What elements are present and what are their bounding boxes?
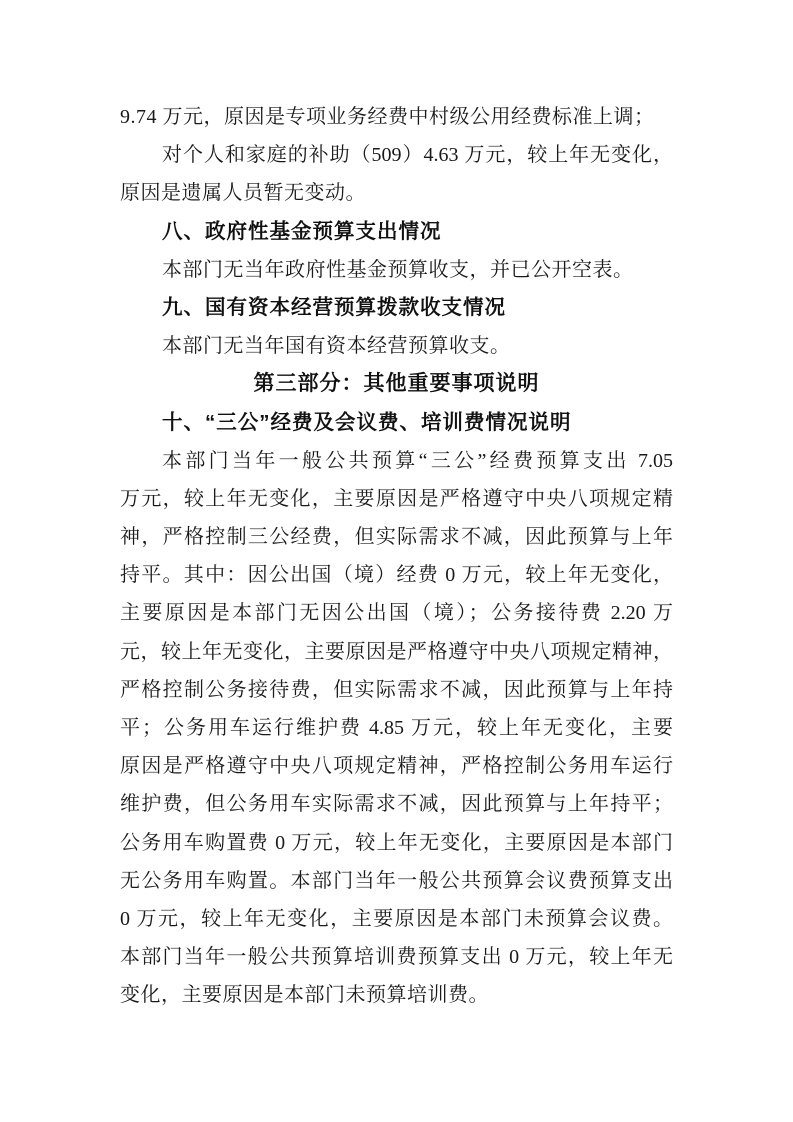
heading-section-9-state-capital-budget: 九、国有资本经营预算拨款收支情况 (162, 295, 506, 319)
heading-section-10-three-public-expenses: 十、“三公”经费及会议费、培训费情况说明 (162, 410, 572, 434)
para-three-public-line-5: 主要原因是本部门无因公出国（境）；公务接待费 2.20 万 (120, 602, 673, 625)
section-three-title: 第三部分：其他重要事项说明 (253, 372, 540, 396)
para-three-public-line-12: 无公务用车购置。本部门当年一般公共预算会议费预算支出 (120, 869, 673, 892)
para-three-public-line-1: 本部门当年一般公共预算“三公”经费预算支出 7.05 (162, 449, 673, 472)
para-three-public-line-9: 原因是严格遵守中央八项规定精神，严格控制公务用车运行 (120, 755, 673, 778)
para-three-public-line-15: 变化，主要原因是本部门未预算培训费。 (120, 984, 489, 1007)
heading-section-8-gov-fund-budget: 八、政府性基金预算支出情况 (162, 219, 442, 243)
para-three-public-line-11: 公务用车购置费 0 万元，较上年无变化，主要原因是本部门 (120, 831, 673, 854)
para-three-public-line-2: 万元，较上年无变化，主要原因是严格遵守中央八项规定精 (120, 487, 673, 510)
para-three-public-line-13: 0 万元，较上年无变化，主要原因是本部门未预算会议费。 (120, 907, 673, 930)
document-content (120, 98, 673, 1015)
para-carryover-line: 9.74 万元，原因是专项业务经费中村级公用经费标准上调； (120, 106, 655, 128)
para-subsidy-line-2: 原因是遗属人员暂无变动。 (120, 182, 366, 205)
para-three-public-line-4: 持平。其中：因公出国（境）经费 0 万元，较上年无变化， (120, 564, 673, 587)
para-subsidy-line-1: 对个人和家庭的补助（509）4.63 万元，较上年无变化， (162, 144, 673, 167)
para-three-public-line-3: 神，严格控制三公经费，但实际需求不减，因此预算与上年 (120, 526, 673, 549)
para-gov-fund-statement: 本部门无当年政府性基金预算收支，并已公开空表。 (162, 258, 634, 281)
para-three-public-line-14: 本部门当年一般公共预算培训费预算支出 0 万元，较上年无 (120, 946, 673, 969)
para-three-public-line-8: 平；公务用车运行维护费 4.85 万元，较上年无变化，主要 (120, 717, 673, 739)
para-three-public-line-6: 元，较上年无变化，主要原因是严格遵守中央八项规定精神， (120, 640, 673, 663)
para-three-public-line-10: 维护费，但公务用车实际需求不减，因此预算与上年持平； (120, 793, 673, 816)
para-state-capital-statement: 本部门无当年国有资本经营预算收支。 (162, 335, 511, 358)
para-three-public-line-7: 严格控制公务接待费，但实际需求不减，因此预算与上年持 (120, 678, 673, 701)
